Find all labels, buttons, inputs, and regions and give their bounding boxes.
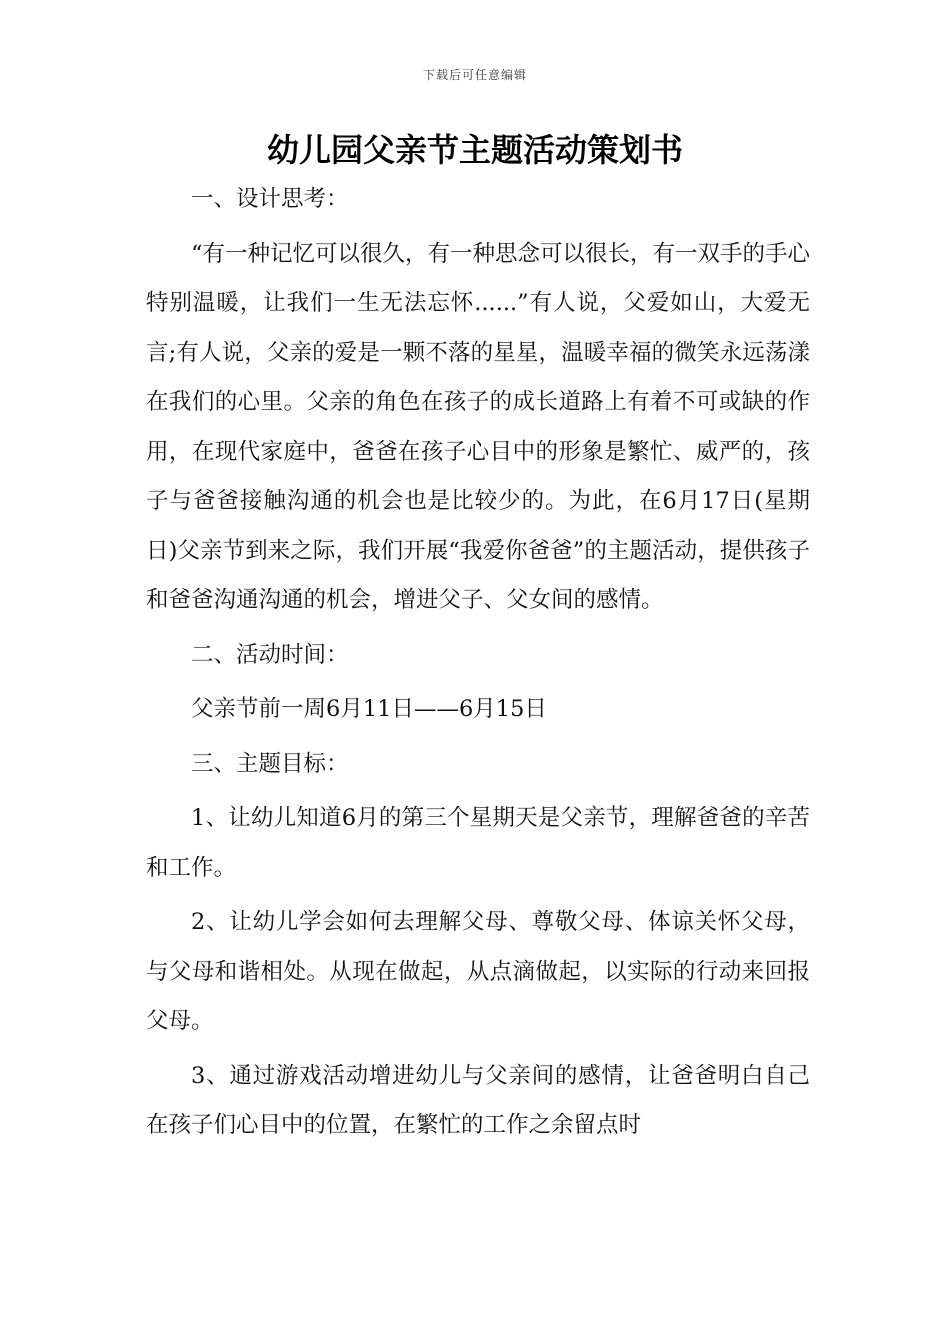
goal-item-2: 2、让幼儿学会如何去理解父母、尊敬父母、体谅关怀父母，与父母和谐相处。从现在做起，从点滴做起，以实际的行动来回报父母。 [146, 909, 810, 1034]
section-3-heading: 三、主题目标： [191, 750, 349, 777]
document-title: 幼儿园父亲节主题活动策划书 [266, 131, 683, 169]
goal-item-3: 3、通过游戏活动增进幼儿与父亲间的感情，让爸爸明白自己在孩子们心目中的位置，在繁忙的工作之余留点时 [146, 1062, 810, 1138]
section-2-paragraph: 父亲节前一周6月11日——6月15日 [191, 696, 547, 722]
header-note: 下载后可任意编辑 [422, 68, 527, 82]
section-1-paragraph: “有一种记忆可以很久，有一种思念可以很长，有一双手的手心特别温暖，让我们一生无法忘怀......”有人说，父爱如山，大爱无言;有人说，父亲的爱是一颗不落的星星，温暖幸福的微笑永远荡漾在我们的心里。父亲的角色在孩子的成长道路上有着不可或缺的作用，在现代家庭中，爸爸在孩子心目中的形象是繁忙、威严的，孩子与爸爸接触沟通的机会也是比较少的。为此，在6月17日(星期日)父亲节到来之际，我们开展“我爱你爸爸”的主题活动，提供孩子和爸爸沟通沟通的机会，增进父子、父女间的感情。 [146, 240, 811, 613]
goal-item-1: 1、让幼儿知道6月的第三个星期天是父亲节，理解爸爸的辛苦和工作。 [146, 805, 810, 881]
section-2-heading: 二、活动时间： [191, 641, 349, 668]
document-body [146, 175, 810, 1151]
section-1-heading: 一、设计思考： [191, 186, 349, 212]
